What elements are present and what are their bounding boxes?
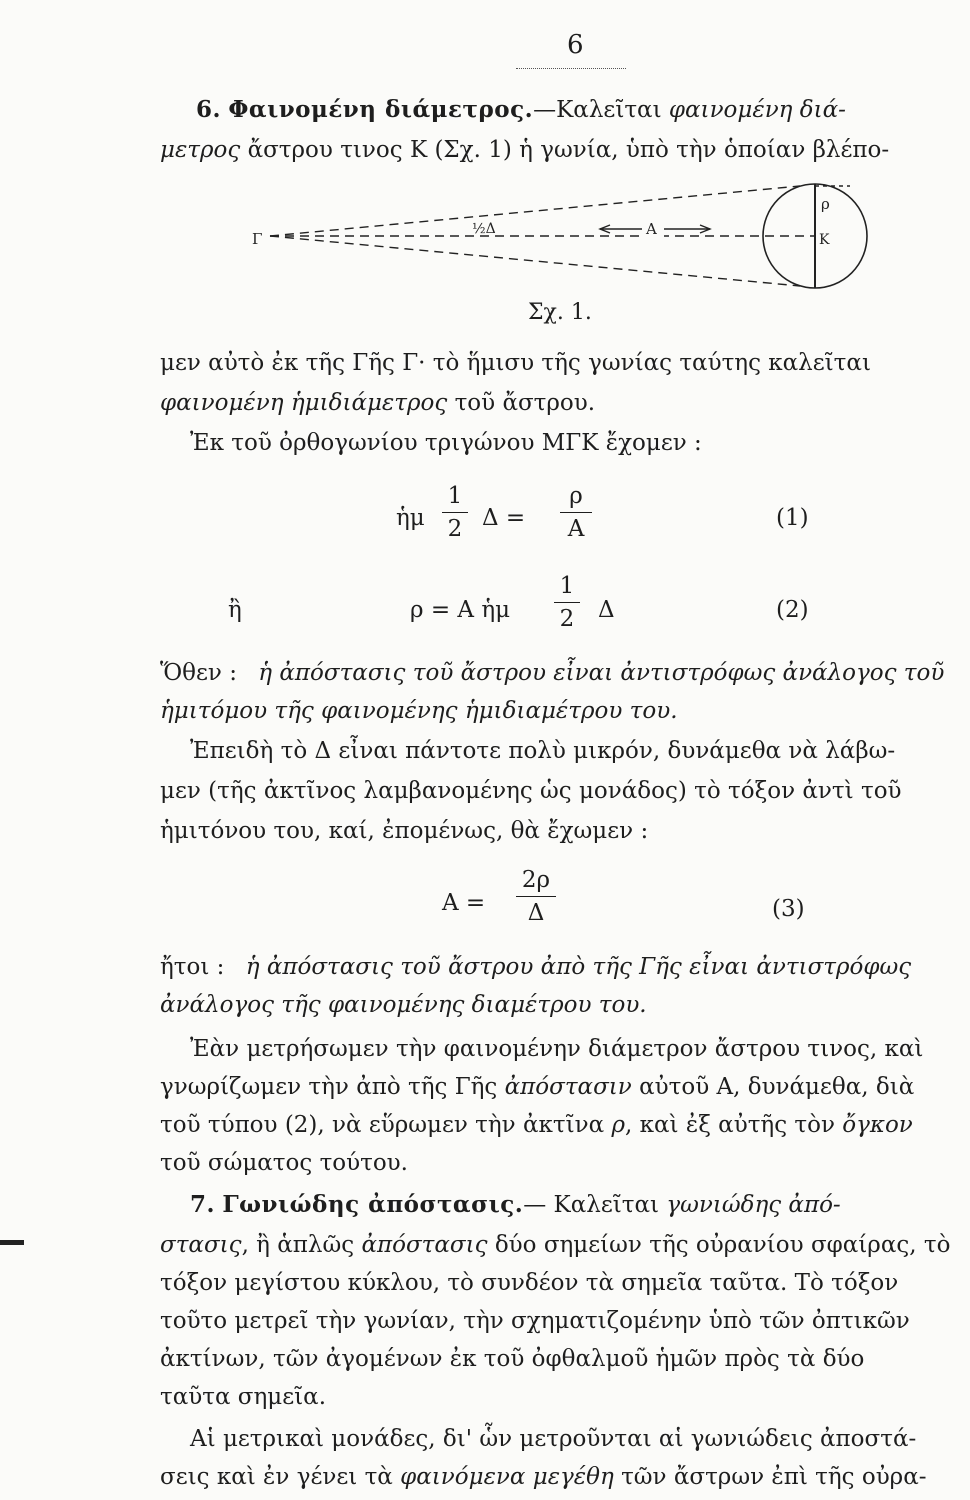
eq1-fraction-half bbox=[442, 482, 468, 543]
eq1-tag: (1) bbox=[776, 505, 809, 531]
eq2-numerator: 1 bbox=[559, 573, 575, 599]
eq2-denominator: 2 bbox=[559, 606, 575, 632]
eq1-numerator: 1 bbox=[447, 483, 463, 509]
section-7-line-5: ἀκτίνων, τῶν ἀγομένων ἐκ τοῦ ὀφθαλμοῦ ἡμῶν πρὸς τὰ δύο bbox=[160, 1346, 865, 1372]
emphasis-run: φαινόμενα μεγέθη bbox=[400, 1464, 614, 1490]
text-run: σεις καὶ ἐν γένει τὰ bbox=[160, 1464, 401, 1490]
figure-caption: Σχ. 1. bbox=[528, 300, 592, 325]
page-number-rule bbox=[516, 68, 626, 69]
section-6-line-1 bbox=[196, 95, 846, 125]
section-7-line-4: τοῦτο μετρεῖ τὴν γωνίαν, τὴν σχηματιζομένην ὑπὸ τῶν ὀπτικῶν bbox=[160, 1308, 910, 1334]
upper-sight-line bbox=[270, 186, 800, 236]
em-dash: — bbox=[523, 1192, 554, 1218]
eq3-numerator: 2ρ bbox=[521, 867, 551, 893]
text-run: , καὶ ἐξ αὐτῆς τὸν bbox=[625, 1112, 843, 1138]
section-7-line-2 bbox=[160, 1230, 950, 1260]
paragraph-5-line-1: Ἐὰν μετρήσωμεν τὴν φαινομένην διάμετρον ἄστρου τινος, καὶ bbox=[190, 1036, 924, 1062]
text-run: δύο σημείων τῆς οὐρανίου σφαίρας, τὸ bbox=[487, 1232, 951, 1258]
defined-term: γωνιώδης ἀπό- bbox=[666, 1192, 841, 1218]
defined-term: φαινομένη διά- bbox=[668, 97, 846, 123]
text-run: γνωρίζωμεν τὴν ἀπὸ τῆς Γῆς bbox=[160, 1074, 505, 1100]
eq2-delta: Δ bbox=[598, 597, 615, 623]
section-number: 7. bbox=[190, 1191, 216, 1218]
text-run: Καλεῖται bbox=[556, 97, 669, 123]
lower-sight-line bbox=[270, 236, 800, 286]
paragraph-6-line-1: Αἱ μετρικαὶ μονάδες, δι' ὧν μετροῦνται αἱ γωνιώδεις ἀποστά- bbox=[190, 1426, 917, 1452]
section-number: 6. bbox=[196, 96, 222, 123]
figure-1-diagram bbox=[250, 182, 880, 294]
eq3-fraction bbox=[516, 866, 556, 927]
eq3-tag: (3) bbox=[772, 896, 805, 922]
eq1-numerator-rho: ρ bbox=[569, 483, 583, 509]
eq2-tag: (2) bbox=[776, 597, 809, 623]
section-title: Φαινομένη διάμετρος. bbox=[228, 96, 534, 123]
emphasis-run: ἡ ἀπόστασις τοῦ ἄστρου εἶναι ἀντιστρόφως ἀνάλογος τοῦ bbox=[258, 660, 945, 686]
section-title: Γωνιώδης ἀπόστασις. bbox=[222, 1191, 524, 1218]
paragraph-6-line-2 bbox=[160, 1462, 927, 1492]
text-run: , ἢ ἁπλῶς bbox=[241, 1232, 362, 1258]
text-run: τοῦ ἄστρου. bbox=[447, 390, 596, 416]
label-distance-a: A bbox=[646, 220, 657, 238]
text-run: ἤτοι : bbox=[160, 954, 232, 980]
label-k: K bbox=[819, 232, 830, 248]
eq2-lhs: ρ = A ἡμ bbox=[410, 597, 511, 623]
emphasis-run: ἡ ἀπόστασις τοῦ ἄστρου ἀπὸ τῆς Γῆς εἶναι ἀντιστρόφως bbox=[245, 954, 912, 980]
eq1-fraction-rho-a bbox=[560, 482, 592, 543]
defined-term: μετρος bbox=[160, 137, 241, 163]
paragraph-2-line-2: ἡμιτόμου τῆς φαινομένης ἡμιδιαμέτρου του. bbox=[160, 698, 678, 724]
label-rho: ρ bbox=[821, 195, 830, 213]
paragraph-3-line-2: μεν (τῆς ἀκτῖνος λαμβανομένης ὡς μονάδος) τὸ τόξον ἀντὶ τοῦ bbox=[160, 778, 902, 804]
defined-term: στασις bbox=[160, 1232, 242, 1258]
text-run: τῶν ἄστρων ἐπὶ τῆς οὐρα- bbox=[613, 1464, 927, 1490]
section-6-line-2 bbox=[160, 135, 889, 165]
paragraph-3-line-3: ἡμιτόνου του, καί, ἐπομένως, θὰ ἔχωμεν : bbox=[160, 818, 649, 844]
emphasis-run: ὄγκον bbox=[842, 1112, 913, 1138]
section-7-line-3: τόξον μεγίστου κύκλου, τὸ συνδέον τὰ σημεῖα ταῦτα. Τὸ τόξον bbox=[160, 1270, 899, 1296]
section-7-line-6: ταῦτα σημεῖα. bbox=[160, 1384, 327, 1410]
paragraph-4-line-2: ἀνάλογος τῆς φαινομένης διαμέτρου του. bbox=[160, 992, 647, 1018]
eq2-or: ἢ bbox=[228, 597, 242, 623]
eq3-lhs: A = bbox=[442, 890, 486, 916]
page-number: 6 bbox=[567, 30, 584, 60]
text-run: ἄστρου τινος K (Σχ. 1) ἡ γωνία, ὑπὸ τὴν ὁποίαν βλέπο- bbox=[240, 137, 890, 163]
text-run: αὐτοῦ A, δυνάμεθα, διὰ bbox=[631, 1074, 915, 1100]
section-7-line-1 bbox=[190, 1190, 841, 1220]
eq1-denominator: 2 bbox=[447, 516, 463, 542]
eq1-denominator-a: A bbox=[567, 516, 585, 542]
defined-term: φαινομένη ἡμιδιάμετρος bbox=[160, 390, 448, 416]
paragraph-4-line-1 bbox=[160, 952, 911, 982]
paragraph-5-line-3 bbox=[160, 1110, 913, 1140]
paragraph-1-line-2 bbox=[160, 388, 595, 418]
text-run: Καλεῖται bbox=[553, 1192, 667, 1218]
emphasis-run: ρ bbox=[611, 1112, 625, 1138]
margin-ink-mark bbox=[0, 1240, 24, 1245]
eq1-middle: Δ = bbox=[482, 505, 526, 531]
defined-term: ἀπόστασις bbox=[361, 1232, 488, 1258]
paragraph-5-line-4: τοῦ σώματος τούτου. bbox=[160, 1150, 408, 1176]
paragraph-3-line-1: Ἐπειδὴ τὸ Δ εἶναι πάντοτε πολὺ μικρόν, δυνάμεθα νὰ λάβω- bbox=[190, 738, 896, 764]
paragraph-1-line-3: Ἐκ τοῦ ὀρθογωνίου τριγώνου ΜΓΚ ἔχομεν : bbox=[190, 430, 702, 456]
paragraph-5-line-2 bbox=[160, 1072, 914, 1102]
label-half-delta: ½Δ bbox=[472, 221, 496, 237]
em-dash: — bbox=[533, 97, 557, 123]
emphasis-run: ἀπόστασιν bbox=[504, 1074, 632, 1100]
paragraph-2-line-1 bbox=[160, 658, 944, 688]
eq3-denominator: Δ bbox=[527, 900, 545, 926]
paragraph-1-line-1: μεν αὐτὸ ἐκ τῆς Γῆς Γ· τὸ ἥμισυ τῆς γωνίας ταύτης καλεῖται bbox=[160, 350, 871, 376]
text-run: τοῦ τύπου (2), νὰ εὕρωμεν τὴν ἀκτῖνα bbox=[160, 1112, 612, 1138]
label-gamma: Γ bbox=[252, 230, 263, 248]
eq2-fraction-half bbox=[554, 572, 580, 633]
eq1-hm: ἡμ bbox=[396, 505, 425, 531]
text-run: Ὅθεν : bbox=[160, 660, 245, 686]
